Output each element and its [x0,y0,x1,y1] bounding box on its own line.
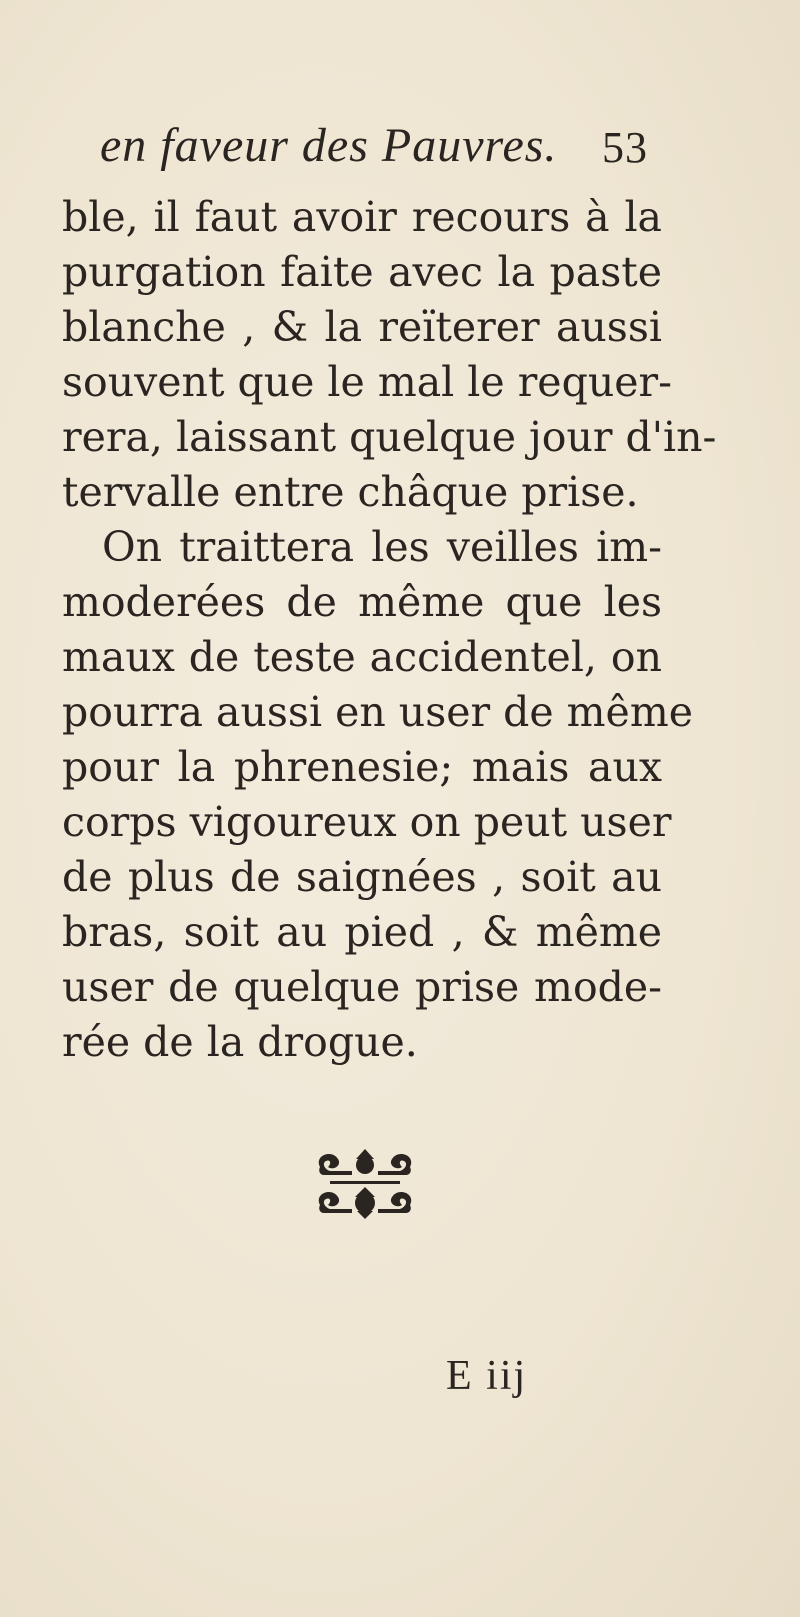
printer-fleuron-ornament-icon [310,1145,420,1223]
body-text [62,190,717,1070]
text-line: pourra aussi en user de même [62,688,693,736]
page-number: 53 [602,123,648,172]
running-header [100,118,660,178]
text-line: bras, soit au pied , & même [62,908,662,956]
text-line: On traittera les veilles im- [102,523,662,571]
text-line: ble, il faut avoir recours à la [62,193,662,241]
text-line: pour la phrenesie; mais aux [62,743,662,791]
text-line: moderées de même que les [62,578,662,626]
text-line: rera, laissant quelque jour d'in- [62,413,717,461]
text-line: corps vigoureux on peut user [62,798,672,846]
running-title: en faveur des Pauvres. [100,119,558,172]
text-line: tervalle entre châque prise. [62,468,639,516]
text-line: purgation faite avec la paste [62,248,662,296]
text-line: maux de teste accidentel, on [62,633,662,681]
signature-mark: E iij [446,1353,528,1399]
text-line: user de quelque prise mode- [62,963,662,1011]
text-line: rée de la drogue. [62,1018,418,1066]
text-line: de plus de saignées , soit au [62,853,662,901]
text-line: blanche , & la reïterer aussi [62,303,662,351]
text-line: souvent que le mal le requer- [62,358,672,406]
